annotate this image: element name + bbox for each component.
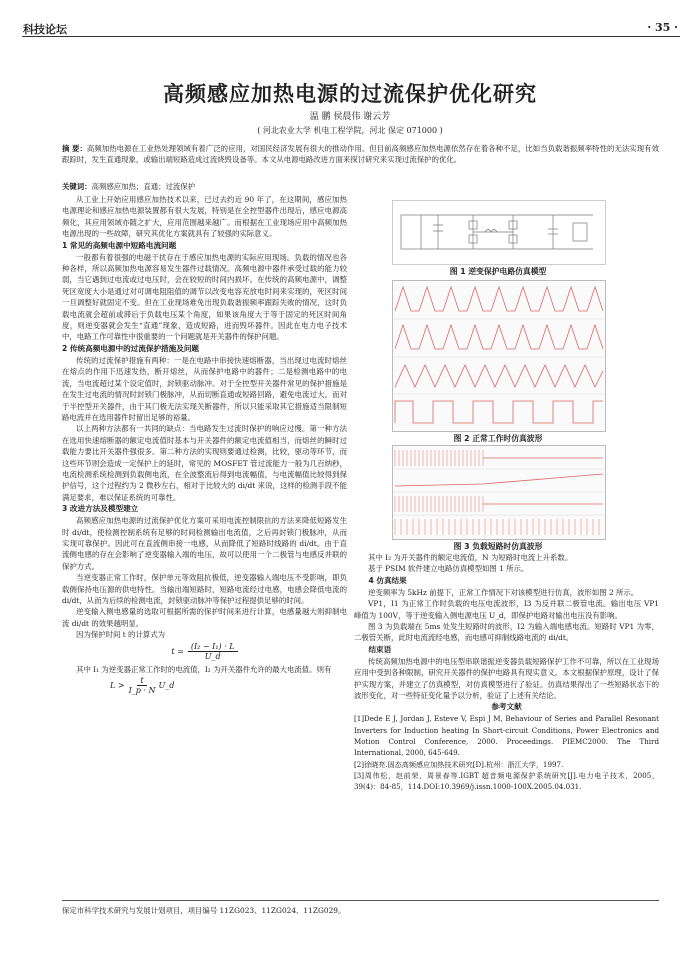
abstract-label: 摘 要： xyxy=(62,144,87,153)
short-circuit-waveform-plot xyxy=(393,446,605,539)
figure-2-caption: 图 2 正常工作时仿真波形 xyxy=(453,434,543,443)
right-column xyxy=(354,552,659,793)
section-1-text: 一般都有着很强的电磁干扰存在于感应加热电源的实际应用现场。负载的情况也各种各样，所以高频加热电源容易发生器件过载情况。高频电源中器件承受过载的能力较弱，当它遇到过电流或过电压时，会在较短的时间内损坏。在传统的高频电源中，调整死区宽度大小是通过对可调电阻阻值的调节以改变电容充放电时间来实现的，死区时间一旦调整好就固定不变。但在工业现场难免出现负载谐振频率跟踪失败的情况，这时负载电流就会超前或滞后于负载电压某个角度，如果该角度大于等于固定的死区时间角度，则逆变器就会发生“直通”现象，造成短路，进而毁坏器件。因此在电力电子技术中，电路工作可靠性中很重要的一个问题就是开关器件的保护问题。 xyxy=(62,252,347,342)
section-2-heading: 2 传统高频电源中的过流保护措施及问题 xyxy=(62,343,200,353)
right-para-2: 基于 PSIM 软件建立电路仿真模型如图 1 所示。 xyxy=(368,564,529,574)
formula-2-rhs: U_d xyxy=(158,681,175,691)
page-number: · 35 · xyxy=(647,21,678,34)
reference-1: [1]Dede E J, Jordan J, Esteve V, Espi J M, Behaviour of Series and Parallel Resonant Inverters for Induction heating In Short-circuit Conditions, Power Electronics and Motion Control Conference, 2000. Proceedings. PIEMC2000. The Third International, 2000, 645-649. xyxy=(354,714,659,758)
abstract-text: 高频加热电源在工业热处理领域有着广泛的应用，对国民经济发展有很大的推动作用。但目前高频感应加热电源依然存在着各种不足，比如当负载谐振频率特性的无法实现有效跟踪时，发生直通现象，或输出端短路造成过流烧毁设备等。本文从电源电路改进方面来探讨研究来实现过流保护的优化。 xyxy=(62,144,659,165)
section-3-para-2: 当逆变器正常工作时，保护单元等效阻抗极低，逆变器输入端电压不受影响，即负载侧保持电压源的供电特性。当输出端短路时，短路电流经过电感，电感会降低电流的 di/dt，从而为后续的检测电流，封锁驱动脉冲等保护过程提供足够的时间。 xyxy=(62,573,347,605)
figure-1-caption: 图 1 逆变保护电路仿真模型 xyxy=(449,267,547,276)
footnote-rule xyxy=(62,900,659,901)
keywords-label: 关键词： xyxy=(62,182,92,191)
paper-title: 高频感应加热电源的过流保护优化研究 xyxy=(163,82,537,106)
section-2-para-2: 以上两种方法都有一共同的缺点：当电路发生过流时保护的响应过慢。第一种方法在选用快速熔断器的额定电流值时基本与开关器件的额定电流值相当，而熔丝的瞬时过载能力要比开关器件强很多。第二种方法的实现则要通过检测，比较，驱动等环节，而这些环节则会造成一定保护上的延时，常见的 MOSFET 管过流能力一般为几百纳秒，电流检测系统检测到负载侧电流，在全波整流后得到电流幅值，与电流幅值比较得到保护信号，这个过程约为 2 微秒左右，相对于比较大的 di/dt 来说，这样的检测手段不能满足要求，难以保证系统的可靠性。 xyxy=(62,424,347,502)
reference-2: [2]徐晓亮.固态高频感应加热技术研究[D].杭州：浙江大学，1997. xyxy=(354,759,564,769)
formula-1-lhs: t = xyxy=(171,646,184,656)
normal-waveform-plot xyxy=(393,281,605,431)
formula-2-denominator: I_p · N xyxy=(128,686,156,696)
formula-1 xyxy=(62,642,347,661)
journal-name: 科技论坛 xyxy=(23,23,67,36)
figure-3-caption: 图 3 负载短路时仿真波形 xyxy=(453,542,543,551)
figure-1-circuit xyxy=(392,200,606,265)
right-para-1: 其中 I₂ 为开关器件的额定电流值，N 为短路时电流上升系数。 xyxy=(368,553,573,562)
section-4-para-3: 图 3 为负载端在 5ms 处发生短路时的波形，I2 为输入端电感电流。短路时 VP1 为零，二极管关断，此时电流流经电感，而电感可抑制线路电流的 di/dt。 xyxy=(354,622,659,643)
paper-affiliation: ( 河北农业大学 机电工程学院，河北 保定 071000 ) xyxy=(257,126,443,135)
keywords xyxy=(62,181,659,192)
reference-3: [3]周伟松，赵前荣，周景春等.IGBT 超音频电源保护系统研究[J].电力电子技术，2005，39(4)：84-85，114.DOI:10.3969/j.issn.1000-100X.2005.04.031. xyxy=(354,770,659,792)
formula-1-numerator: (I₂ − I₁) · L xyxy=(188,642,238,652)
section-4-para-2: VP1，I1 为正常工作时负载的电压电流波形，I3 为反并联二极管电流。输出电压 VP1 峰值为 100V，等于逆变输入侧电源电压 U_d，即保护电路对输出电压没有影响。 xyxy=(354,599,659,620)
formula-2-lhs: L > xyxy=(110,681,125,691)
circuit-diagram xyxy=(393,201,605,264)
section-3-para-4: 因为保护时间 t 的计算式为 xyxy=(76,630,166,640)
paper-authors: 温 鹏 侯晨伟 谢云芳 xyxy=(309,112,391,122)
section-3-heading: 3 改进方法及模型建立 xyxy=(62,504,139,514)
section-4-para-1: 逆变频率为 5kHz 前提下，正常工作情况下对该模型进行仿真，波形如图 2 所示。 xyxy=(368,587,639,597)
formula-2-numerator: t xyxy=(137,676,146,686)
conclusion-text: 传统高频加热电源中的电压型串联谐振逆变器负载短路保护工作不可靠，所以在工业现场应用中受到各种限制，研究开关器件的保护电路具有现实意义。本文根据保护原理，设计了保护实现方案，并建立了仿真模型，对仿真模型进行了验证。仿真结果得出了一些短路状态下的波形变化，对一些特征变化量予以分析，验证了上述有关结论。 xyxy=(354,656,659,701)
section-3-para-5: 其中 I₁ 为逆变器正常工作时的电流值，I₂ 为开关器件允许的最大电流值。则有 xyxy=(76,664,332,674)
section-2-para-1: 传统的过流保护措施有两种：一是在电路中串接快速熔断器，当出现过电流时熔丝在熔点的作用下迅速发热，断开熔丝，从而保护电路中的器件；二是检测电路中的电流，当电流超过某个设定值时，封锁驱动脉冲。对于全控型开关器件常见的保护措施是在发生过电流的情况时封锁门极脉冲，从而切断直通或短路回路，避免电流过大。而对于半控型开关器件，由于其门极无法实现关断器件，所以只能采取其它措施适当限制短路电流并在选用器件时留出足够的裕量。 xyxy=(62,355,347,422)
section-3-para-3: 逆变输入侧电感量的选取可根据所需的保护时间来进行计算，电感量越大则抑制电流 di/dt 的效果越明显。 xyxy=(62,607,347,628)
formula-1-denominator: U_d xyxy=(204,651,221,661)
formula-2 xyxy=(62,676,347,695)
conclusion-heading: 结束语 xyxy=(368,644,392,654)
abstract xyxy=(62,143,659,166)
header-rule xyxy=(22,36,680,37)
intro-paragraph: 从工业上开始应用感应加热技术以来，已过去约近 90 年了，在这期间，感应加热电源理论和感应加热电源装置都有很大发展，特别是在全控型器件出现后，感应电源高频化，其应用领域亦随之扩大，应用范围越来越广。而根据在工业现场应用中高频加热电源出现的一些故障，研究其优化方案就具有了较强的实际意义。 xyxy=(62,195,347,239)
section-3-para-1: 高频感应加热电源的过流保护优化方案可采用电流控制限抗的方法来降低短路发生时 di/dt，使检测控制系统有足够的时间检测输出电流值，之后再封锁门极脉冲，从而实现可靠保护。因此可在直流侧串接一电感，从而降低了短路时线路的 di/dt。由于直流侧电感的存在会影响了逆变器输入端的电压，故可以使用一个二极管与电感反并联的保护方式。 xyxy=(62,516,347,571)
figure-3-waveforms xyxy=(392,445,606,540)
references-heading: 参考文献 xyxy=(491,702,522,712)
figure-2-waveforms xyxy=(392,280,606,432)
section-4-heading: 4 仿真结果 xyxy=(368,575,407,585)
section-1-heading: 1 常见的高频电源中短路电流问题 xyxy=(62,240,177,250)
footnote: 保定市科学技术研究与发展计划项目，项目编号 11ZG023、11ZG024、11ZG029。 xyxy=(62,906,346,915)
keywords-text: 高频感应加热；直通；过流保护 xyxy=(91,182,196,191)
left-column xyxy=(62,194,347,695)
